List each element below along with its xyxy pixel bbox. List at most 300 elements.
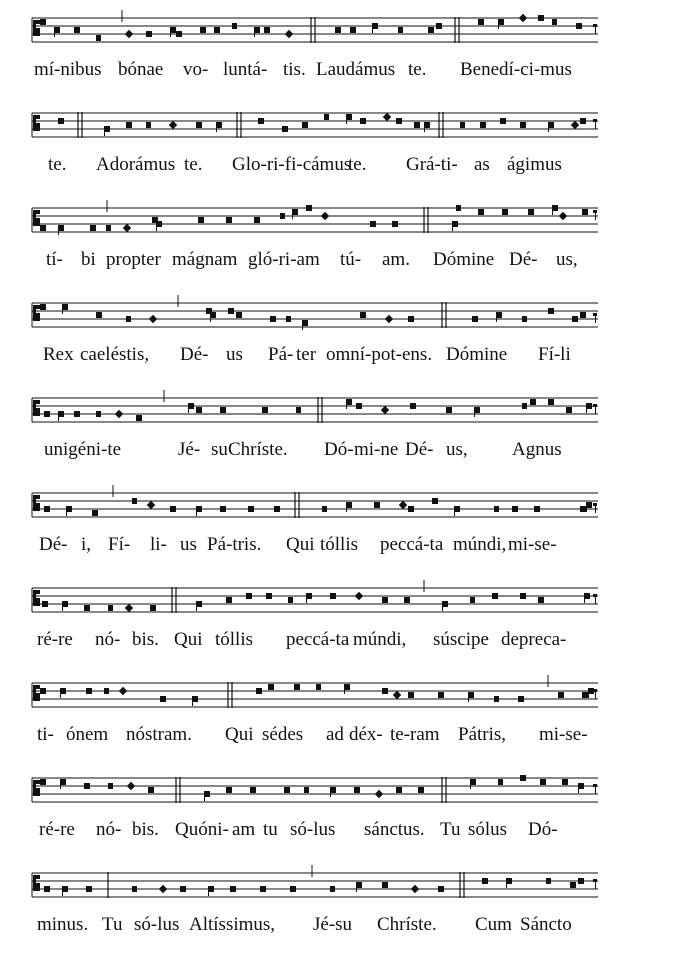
lyric-word: Qui: [174, 629, 203, 650]
neume-note: [123, 224, 131, 232]
neume-note: [512, 506, 518, 512]
neume-note: [522, 316, 527, 322]
neume-note: [260, 886, 266, 892]
neume-note: [474, 407, 480, 413]
neume-note: [372, 23, 378, 29]
neume-note: [494, 696, 499, 702]
neume-note: [84, 605, 90, 611]
neume-note: [270, 316, 276, 322]
neume-note: [146, 31, 152, 37]
neume-note: [149, 315, 157, 323]
custos-icon: [593, 210, 597, 220]
lyric-word: Adorámus: [96, 154, 176, 175]
neume-note: [115, 410, 123, 418]
lyric-word: us,: [446, 439, 468, 460]
neume-note: [208, 886, 214, 892]
chant-system: [0, 578, 676, 673]
neume-note: [196, 601, 202, 607]
neume-note: [580, 118, 586, 124]
lyric-word: am.: [382, 249, 410, 270]
neume-note: [268, 684, 274, 690]
chant-system: [0, 103, 676, 198]
neume-note: [159, 885, 167, 893]
lyric-word: Glo-ri-fi-cámus: [232, 154, 352, 175]
neume-note: [280, 213, 285, 219]
lyric-word: Qui: [225, 724, 254, 745]
lyric-word: Dé-: [39, 534, 68, 555]
lyric-word: caeléstis,: [80, 344, 150, 365]
lyric-word: Dé-: [509, 249, 538, 270]
lyric-word: Tu: [102, 914, 123, 935]
neume-note: [520, 775, 526, 781]
lyric-word: tu: [263, 819, 278, 840]
neume-note: [40, 779, 46, 785]
neume-note: [40, 688, 46, 694]
neume-note: [316, 684, 321, 690]
neume-note: [306, 205, 312, 211]
lyric-word: am: [232, 819, 256, 840]
neume-note: [108, 605, 113, 611]
chant-system: [0, 293, 676, 388]
neume-note: [385, 315, 393, 323]
lyric-word: Agnus: [512, 439, 562, 460]
lyric-word: ágimus: [507, 154, 562, 175]
lyric-word: déx-: [349, 724, 383, 745]
neume-note: [330, 593, 336, 599]
neume-note: [108, 783, 113, 789]
neume-note: [40, 225, 46, 231]
neume-note: [250, 787, 256, 793]
neume-note: [196, 506, 202, 512]
neume-note: [322, 506, 327, 512]
neume-note: [480, 122, 486, 128]
neume-note: [42, 601, 48, 607]
neume-note: [228, 308, 234, 314]
neume-note: [44, 886, 50, 892]
lyric-word: múndi,: [353, 629, 407, 650]
neume-note: [147, 501, 155, 509]
neume-note: [398, 27, 403, 33]
neume-note: [578, 878, 584, 884]
neume-note: [382, 882, 388, 888]
custos-icon: [593, 784, 597, 794]
neume-note: [136, 415, 142, 421]
neume-note: [355, 592, 363, 600]
neume-note: [169, 121, 177, 129]
neume-note: [580, 312, 586, 318]
neume-note: [360, 118, 366, 124]
neume-note: [170, 27, 176, 33]
lyric-word: Pá-: [268, 344, 294, 365]
lyric-word: Dé-: [405, 439, 434, 460]
neume-note: [399, 501, 407, 509]
chant-system: [0, 768, 676, 863]
lyric-word: gló-ri-am: [248, 249, 320, 270]
lyric-word: Chríste.: [228, 439, 288, 460]
neume-note: [520, 593, 526, 599]
lyric-word: Cum: [475, 914, 512, 935]
neume-note: [518, 696, 524, 702]
neume-note: [454, 506, 460, 512]
neume-note: [522, 403, 527, 409]
neume-note: [226, 597, 232, 603]
neume-note: [393, 691, 401, 699]
neume-note: [286, 316, 291, 322]
neume-note: [132, 886, 137, 892]
lyric-word: só-lus: [290, 819, 336, 840]
lyric-word: mi-se-: [539, 724, 588, 745]
lyric-word: Laudámus: [316, 59, 396, 80]
neume-note: [452, 221, 458, 227]
c-clef-icon: [33, 210, 40, 226]
neume-note: [494, 506, 499, 512]
chant-system: [0, 198, 676, 293]
neume-note: [502, 209, 508, 215]
lyric-word: Fí-li: [538, 344, 571, 365]
neume-note: [411, 885, 419, 893]
chant-system: [0, 8, 676, 103]
neume-note: [104, 688, 109, 694]
neume-note: [40, 304, 46, 310]
lyric-word: us,: [556, 249, 578, 270]
neume-note: [410, 403, 416, 409]
neume-note: [210, 312, 216, 318]
custos-icon: [593, 119, 597, 129]
c-clef-icon: [33, 20, 40, 36]
neume-note: [58, 118, 64, 124]
lyric-word: depreca-: [501, 629, 567, 650]
lyric-word: bis.: [132, 629, 159, 650]
neume-note: [346, 399, 352, 405]
lyric-word: Pátris,: [458, 724, 507, 745]
neume-note: [66, 506, 72, 512]
lyric-word: Benedí-ci-mus: [460, 59, 572, 80]
neume-note: [304, 787, 309, 793]
lyric-word: te.: [408, 59, 427, 80]
neume-note: [496, 312, 502, 318]
neume-note: [436, 23, 442, 29]
neume-note: [538, 15, 544, 21]
neume-note: [214, 27, 220, 33]
neume-note: [530, 399, 536, 405]
lyric-word: nó-: [95, 629, 121, 650]
lyric-word: Chríste.: [377, 914, 437, 935]
neume-note: [262, 407, 268, 413]
custos-icon: [593, 594, 597, 604]
neume-note: [170, 506, 176, 512]
lyric-word: sólus: [468, 819, 508, 840]
neume-note: [470, 779, 476, 785]
lyric-word: Dómine: [446, 344, 508, 365]
neume-note: [282, 126, 288, 132]
neume-note: [294, 684, 300, 690]
neume-note: [438, 886, 444, 892]
lyric-word: us: [180, 534, 197, 555]
lyric-word: propter: [106, 249, 161, 270]
neume-note: [290, 886, 296, 892]
neume-note: [284, 787, 290, 793]
neume-note: [40, 19, 46, 25]
neume-note: [482, 878, 488, 884]
neume-note: [119, 687, 127, 695]
neume-note: [285, 30, 293, 38]
neume-note: [96, 411, 101, 417]
lyric-word: mi-ne: [354, 439, 399, 460]
chant-system: [0, 673, 676, 768]
lyric-word: Pá-tris.: [207, 534, 262, 555]
neume-note: [586, 502, 592, 508]
lyric-word: Quóni-: [175, 819, 229, 840]
neume-note: [264, 27, 270, 33]
lyric-word: bis.: [132, 819, 159, 840]
neume-note: [125, 604, 133, 612]
neume-note: [528, 209, 534, 215]
neume-note: [62, 886, 68, 892]
c-clef-icon: [33, 875, 40, 891]
neume-note: [74, 27, 80, 33]
lyric-word: us: [226, 344, 243, 365]
neume-note: [198, 217, 204, 223]
lyric-word: i,: [81, 534, 92, 555]
neume-note: [582, 209, 588, 215]
lyric-word: Dé-: [180, 344, 209, 365]
neume-note: [478, 19, 484, 25]
neume-note: [84, 783, 90, 789]
neume-note: [576, 23, 582, 29]
neume-note: [230, 886, 236, 892]
lyric-word: te.: [348, 154, 367, 175]
neume-note: [226, 787, 232, 793]
c-clef-icon: [33, 685, 40, 701]
neume-note: [204, 791, 210, 797]
neume-note: [330, 886, 335, 892]
neume-note: [188, 403, 194, 409]
neume-note: [258, 118, 264, 124]
neume-note: [572, 316, 578, 322]
lyric-word: Dó-: [528, 819, 558, 840]
neume-note: [548, 308, 554, 314]
neume-note: [200, 27, 206, 33]
neume-note: [392, 221, 398, 227]
neume-note: [559, 212, 567, 220]
lyric-word: minus.: [37, 914, 89, 935]
neume-note: [44, 411, 50, 417]
lyric-word: Sáncto: [520, 914, 572, 935]
lyric-word: Fí-: [108, 534, 131, 555]
neume-note: [571, 121, 579, 129]
neume-note: [375, 790, 383, 798]
lyric-word: te-ram: [390, 724, 440, 745]
custos-icon: [593, 404, 597, 414]
neume-note: [374, 502, 380, 508]
neume-note: [60, 688, 66, 694]
neume-note: [216, 122, 222, 128]
neume-note: [418, 787, 424, 793]
lyric-word: súscipe: [433, 629, 489, 650]
neume-note: [346, 114, 352, 120]
neume-note: [44, 506, 50, 512]
c-clef-icon: [33, 780, 40, 796]
lyric-word: tí-: [46, 249, 63, 270]
neume-note: [321, 212, 329, 220]
neume-note: [350, 27, 356, 33]
custos-icon: [593, 313, 597, 323]
lyric-word: te.: [184, 154, 203, 175]
neume-note: [570, 882, 576, 888]
neume-note: [302, 122, 308, 128]
lyric-word: unigéni-te: [44, 439, 122, 460]
neume-note: [432, 498, 438, 504]
neume-note: [538, 597, 544, 603]
neume-note: [519, 14, 527, 22]
neume-note: [472, 316, 478, 322]
neume-note: [192, 696, 198, 702]
neume-note: [428, 27, 434, 33]
neume-note: [62, 304, 68, 310]
lyric-word: Dó-: [324, 439, 354, 460]
chant-system: [0, 388, 676, 483]
c-clef-icon: [33, 590, 40, 606]
neume-note: [346, 502, 352, 508]
neume-note: [180, 886, 186, 892]
neume-note: [408, 316, 414, 322]
neume-note: [254, 27, 260, 33]
chant-system: [0, 863, 676, 958]
lyric-word: Tu: [440, 819, 461, 840]
neume-note: [584, 593, 590, 599]
neume-note: [344, 684, 350, 690]
neume-note: [125, 30, 133, 38]
neume-note: [500, 118, 506, 124]
neume-note: [446, 407, 452, 413]
neume-note: [306, 593, 312, 599]
neume-note: [356, 403, 362, 409]
lyric-word: vo-: [183, 59, 209, 80]
lyric-word: mi-se-: [508, 534, 557, 555]
lyric-word: nóstram.: [126, 724, 192, 745]
lyric-word: as: [474, 154, 490, 175]
neume-note: [558, 692, 564, 698]
neume-note: [288, 597, 293, 603]
neume-note: [580, 506, 586, 512]
neume-note: [60, 779, 66, 785]
lyric-word: ter: [296, 344, 317, 365]
neume-note: [58, 411, 64, 417]
neume-note: [562, 779, 568, 785]
custos-icon: [593, 879, 597, 889]
neume-note: [160, 696, 166, 702]
neume-note: [383, 113, 391, 121]
neume-note: [127, 782, 135, 790]
neume-note: [226, 217, 232, 223]
neume-note: [256, 688, 262, 694]
chant-system: [0, 483, 676, 578]
neume-note: [498, 779, 503, 785]
lyric-word: ré-re: [39, 819, 75, 840]
lyric-word: sánctus.: [364, 819, 425, 840]
lyric-word: Rex: [43, 344, 74, 365]
neume-note: [520, 122, 526, 128]
lyric-word: omní-pot-ens.: [326, 344, 433, 365]
neume-note: [156, 221, 162, 227]
neume-note: [408, 506, 414, 512]
neume-note: [274, 506, 280, 512]
lyric-word: múndi,: [453, 534, 507, 555]
lyric-word: Dómine: [433, 249, 495, 270]
neume-note: [126, 316, 131, 322]
neume-note: [106, 225, 111, 231]
neume-note: [548, 122, 554, 128]
neume-note: [54, 27, 60, 33]
lyric-word: peccá-ta: [286, 629, 350, 650]
neume-note: [438, 692, 444, 698]
neume-note: [408, 692, 414, 698]
lyric-word: li-: [150, 534, 167, 555]
neume-note: [414, 122, 420, 128]
lyric-word: sédes: [262, 724, 304, 745]
lyric-word: bónae: [118, 59, 164, 80]
neume-note: [232, 23, 237, 29]
lyric-word: Jé-su: [313, 914, 353, 935]
neume-note: [382, 597, 388, 603]
neume-note: [478, 209, 484, 215]
neume-note: [546, 878, 551, 884]
neume-note: [246, 593, 252, 599]
neume-note: [381, 406, 389, 414]
lyric-word: tú-: [340, 249, 362, 270]
neume-note: [552, 205, 558, 211]
neume-note: [396, 118, 402, 124]
neume-note: [324, 114, 329, 120]
neume-note: [548, 399, 554, 405]
lyric-word: tis.: [283, 59, 306, 80]
neume-note: [292, 209, 298, 215]
lyric-word: só-lus: [134, 914, 180, 935]
lyric-word: mí-nibus: [34, 59, 102, 80]
neume-note: [354, 787, 360, 793]
neume-note: [248, 506, 254, 512]
c-clef-icon: [33, 400, 40, 416]
neume-note: [148, 787, 154, 793]
neume-note: [460, 122, 465, 128]
neume-note: [566, 407, 572, 413]
lyric-word: bi: [81, 249, 96, 270]
neume-note: [534, 506, 540, 512]
neume-note: [492, 593, 498, 599]
neume-note: [146, 122, 151, 128]
neume-note: [498, 19, 504, 25]
lyric-word: ré-re: [37, 629, 73, 650]
neume-note: [470, 597, 475, 603]
neume-note: [96, 35, 101, 41]
neume-note: [62, 601, 68, 607]
custos-icon: [593, 503, 597, 513]
neume-note: [132, 498, 137, 504]
neume-note: [335, 27, 341, 33]
neume-note: [506, 878, 512, 884]
neume-note: [58, 225, 64, 231]
neume-note: [582, 692, 588, 698]
neume-note: [90, 225, 96, 231]
lyric-word: Qui: [286, 534, 315, 555]
neume-note: [552, 19, 557, 25]
neume-note: [540, 779, 546, 785]
lyric-word: te.: [48, 154, 67, 175]
lyric-word: nó-: [96, 819, 122, 840]
neume-note: [150, 605, 156, 611]
neume-note: [86, 886, 92, 892]
lyric-word: ti-: [37, 724, 54, 745]
